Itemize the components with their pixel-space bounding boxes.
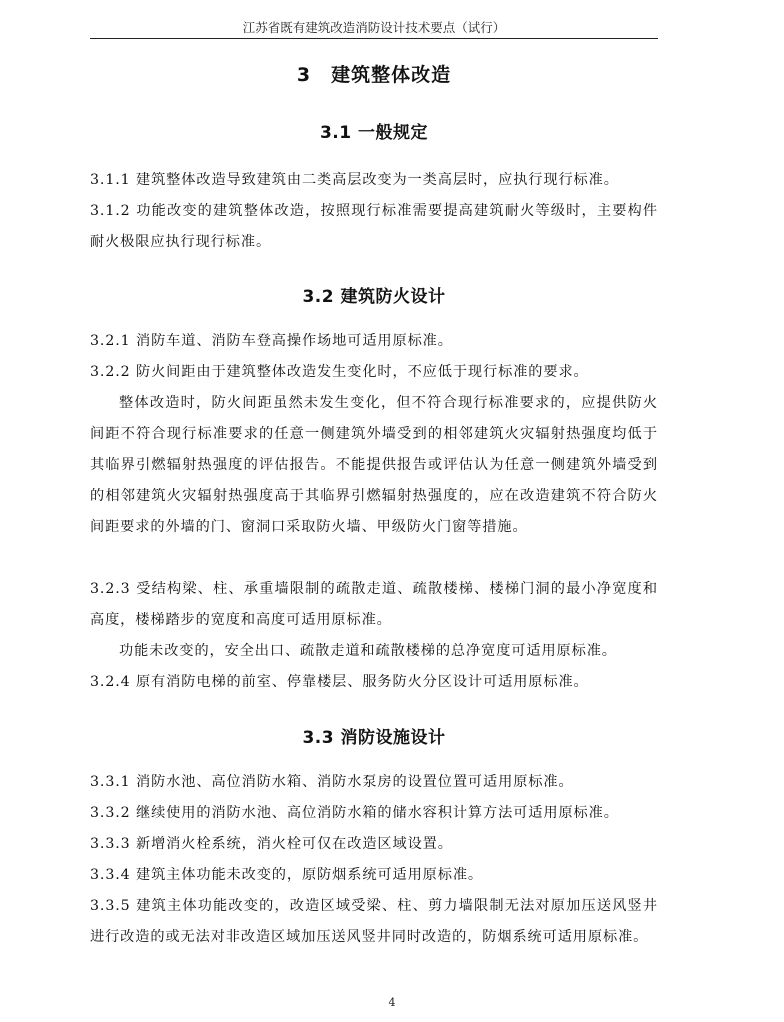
- section-title-3-3: 3.3 消防设施设计: [302, 728, 446, 748]
- section-title-3-1: 3.1 一般规定: [319, 123, 429, 143]
- clause-3-2-4: 3.2.4 原有消防电梯的前室、停靠楼层、服务防火分区设计可适用原标准。: [90, 674, 589, 690]
- clause-3-2-3: 3.2.3 受结构梁、柱、承重墙限制的疏散走道、疏散楼梯、楼梯门洞的最小净宽度和高度，楼梯踏步的宽度和高度可适用原标准。: [90, 581, 658, 628]
- page-number: 4: [388, 996, 396, 1009]
- clause-3-3-2: 3.3.2 继续使用的消防水池、高位消防水箱的储水容积计算方法可适用原标准。: [90, 805, 619, 821]
- header-rule: [90, 38, 658, 39]
- section-title-3-2: 3.2 建筑防火设计: [302, 287, 446, 307]
- clause-3-2-2-explanation: 整体改造时，防火间距虽然未发生变化，但不符合现行标准要求的，应提供防火间距不符合现行标准要求的任意一侧建筑外墙受到的相邻建筑火灾辐射热强度均低于其临界引燃辐射热强度的评估报告。不能提供报告或评估认为任意一侧建筑外墙受到的相邻建筑火灾辐射热强度高于其临界引燃辐射热强度的，应在改造建筑不符合防火间距要求的外墙的门、窗洞口采取防火墙、甲级防火门窗等措施。: [90, 395, 658, 535]
- running-header: 江苏省既有建筑改造消防设计技术要点（试行）: [242, 20, 506, 35]
- clause-3-3-3: 3.3.3 新增消火栓系统，消火栓可仅在改造区域设置。: [90, 836, 453, 852]
- clause-3-1-1: 3.1.1 建筑整体改造导致建筑由二类高层改变为一类高层时，应执行现行标准。: [90, 172, 619, 188]
- clause-3-3-4: 3.3.4 建筑主体功能未改变的，原防烟系统可适用原标准。: [90, 867, 484, 883]
- clause-3-3-1: 3.3.1 消防水池、高位消防水箱、消防水泵房的设置位置可适用原标准。: [90, 774, 574, 790]
- clause-3-1-2: 3.1.2 功能改变的建筑整体改造，按照现行标准需要提高建筑耐火等级时，主要构件耐火极限应执行现行标准。: [90, 203, 658, 250]
- clause-3-3-5: 3.3.5 建筑主体功能改变的，改造区域受梁、柱、剪力墙限制无法对原加压送风竖井进行改造的或无法对非改造区域加压送风竖井同时改造的，防烟系统可适用原标准。: [90, 898, 658, 945]
- clause-3-2-1: 3.2.1 消防车道、消防车登高操作场地可适用原标准。: [90, 333, 453, 349]
- chapter-title: 3 建筑整体改造: [296, 64, 452, 86]
- clause-3-2-3-explanation: 功能未改变的，安全出口、疏散走道和疏散楼梯的总净宽度可适用原标准。: [119, 643, 617, 659]
- clause-3-2-2: 3.2.2 防火间距由于建筑整体改造发生变化时，不应低于现行标准的要求。: [90, 364, 589, 380]
